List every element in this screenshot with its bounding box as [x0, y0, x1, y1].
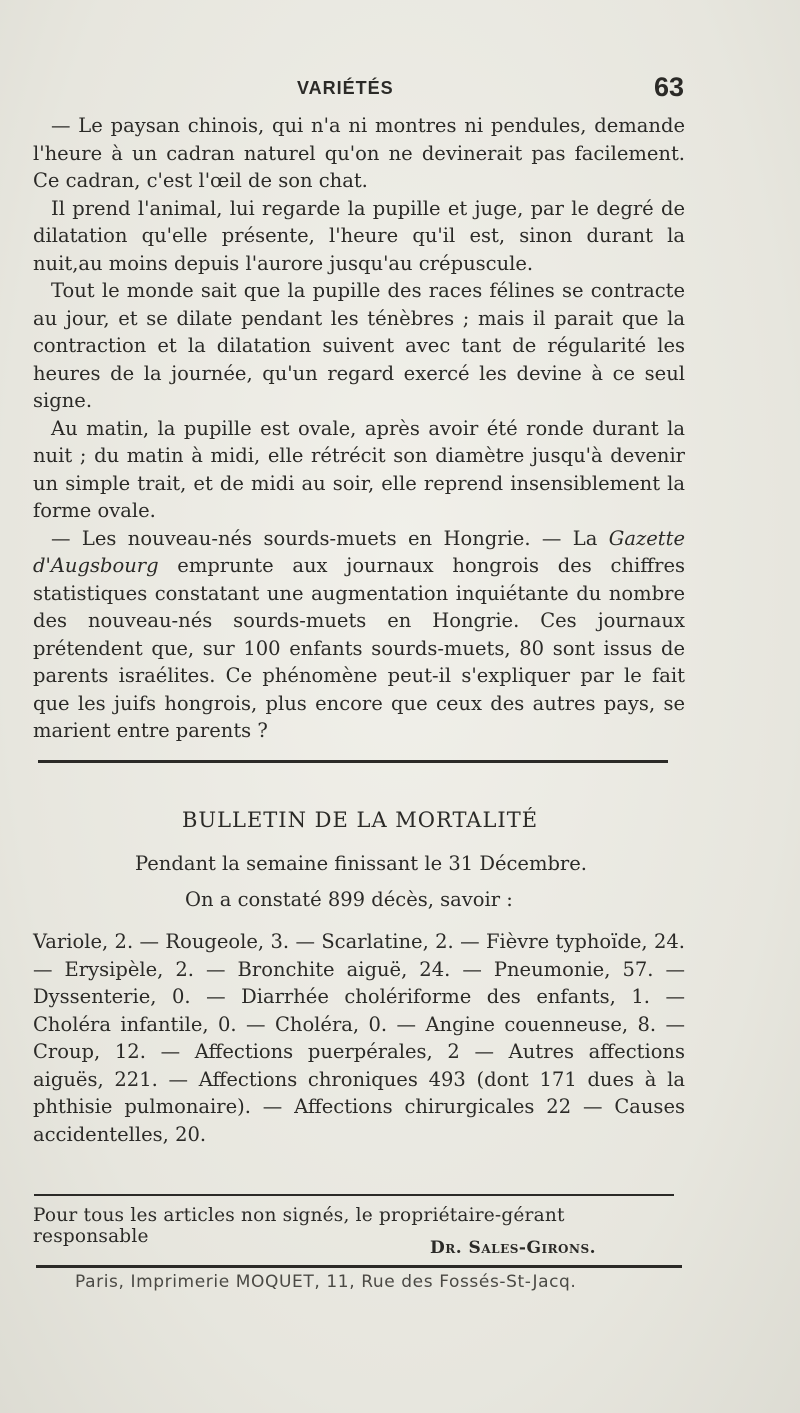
- divider-rule: [36, 1265, 682, 1268]
- divider-rule: [38, 760, 668, 763]
- responsibility-note: Pour tous les articles non signés, le propriétaire-gérant responsable: [33, 1205, 565, 1247]
- section-title: VARIÉTÉS: [297, 78, 394, 98]
- article-paragraph: Au matin, la pupille est ovale, après avoir été ronde durant la nuit ; du matin à midi, elle rétrécit son diamètre jusqu'à devenir un simple trait, et de midi au soir, elle reprend insensiblement la forme ovale.: [33, 416, 685, 522]
- divider-rule: [34, 1194, 674, 1196]
- page-header: [0, 72, 800, 108]
- article-paragraph: Tout le monde sait que la pupille des races félines se contracte au jour, et se dilate pendant les ténèbres ; mais il parait que la contraction et la dilatation suivent avec tant de régularité les heures de la journée, qu'un regard exercé les devine à ce seul signe.: [33, 279, 685, 412]
- bulletin-subtitle: Pendant la semaine finissant le 31 Décembre.: [135, 852, 587, 875]
- bulletin-summary: On a constaté 899 décès, savoir :: [185, 888, 513, 911]
- article-paragraph: Il prend l'animal, lui regarde la pupille et juge, par le degré de dilatation qu'elle présente, l'heure qu'il est, sinon durant la nuit,au moins depuis l'aurore jusqu'au crépuscule.: [33, 196, 685, 275]
- newspaper-title: Gazette d'Augsbourg: [33, 526, 685, 577]
- paragraph-text: — Les nouveau-nés sourds-muets en Hongrie. — La: [51, 526, 609, 550]
- printer-imprint: Paris, Imprimerie MOQUET, 11, Rue des Fossés-St-Jacq.: [75, 1272, 577, 1292]
- bulletin-body: Variole, 2. — Rougeole, 3. — Scarlatine, 2. — Fièvre typhoïde, 24. — Erysipèle, 2. — Bronchite aiguë, 24. — Pneumonie, 57. — Dyssenterie, 0. — Diarrhée cholériforme des enfants, 1. — Choléra infantile, 0. — Choléra, 0. — Angine couenneuse, 8. — Croup, 12. — Affections puerpérales, 2 — Autres affections aiguës, 221. — Affections chroniques 493 (dont 171 dues à la phthisie pulmonaire). — Affections chirurgicales 22 — Causes accidentelles, 20.: [33, 930, 685, 1146]
- page-number: 63: [654, 72, 685, 102]
- article-paragraph: — Le paysan chinois, qui n'a ni montres ni pendules, demande l'heure à un cadran naturel qu'on ne devinerait pas facilement. Ce cadran, c'est l'œil de son chat.: [33, 114, 685, 192]
- articles-body: [33, 112, 685, 745]
- signature: Dr. Sales-Girons.: [430, 1238, 597, 1258]
- bulletin-title: BULLETIN DE LA MORTALITÉ: [181, 808, 539, 832]
- article-paragraph-sourds-muets: [33, 525, 685, 745]
- paragraph-text: emprunte aux journaux hongrois des chiffres statistiques constatant une augmentation inquiétante du nombre des nouveau-nés sourds-muets en Hongrie. Ces journaux prétendent que, sur 100 enfants sourds-muets, 80 sont issus de parents israélites. Ce phénomène peut-il s'expliquer par le fait que les juifs hongrois, plus encore que ceux des autres pays, se marient entre parents ?: [33, 554, 685, 742]
